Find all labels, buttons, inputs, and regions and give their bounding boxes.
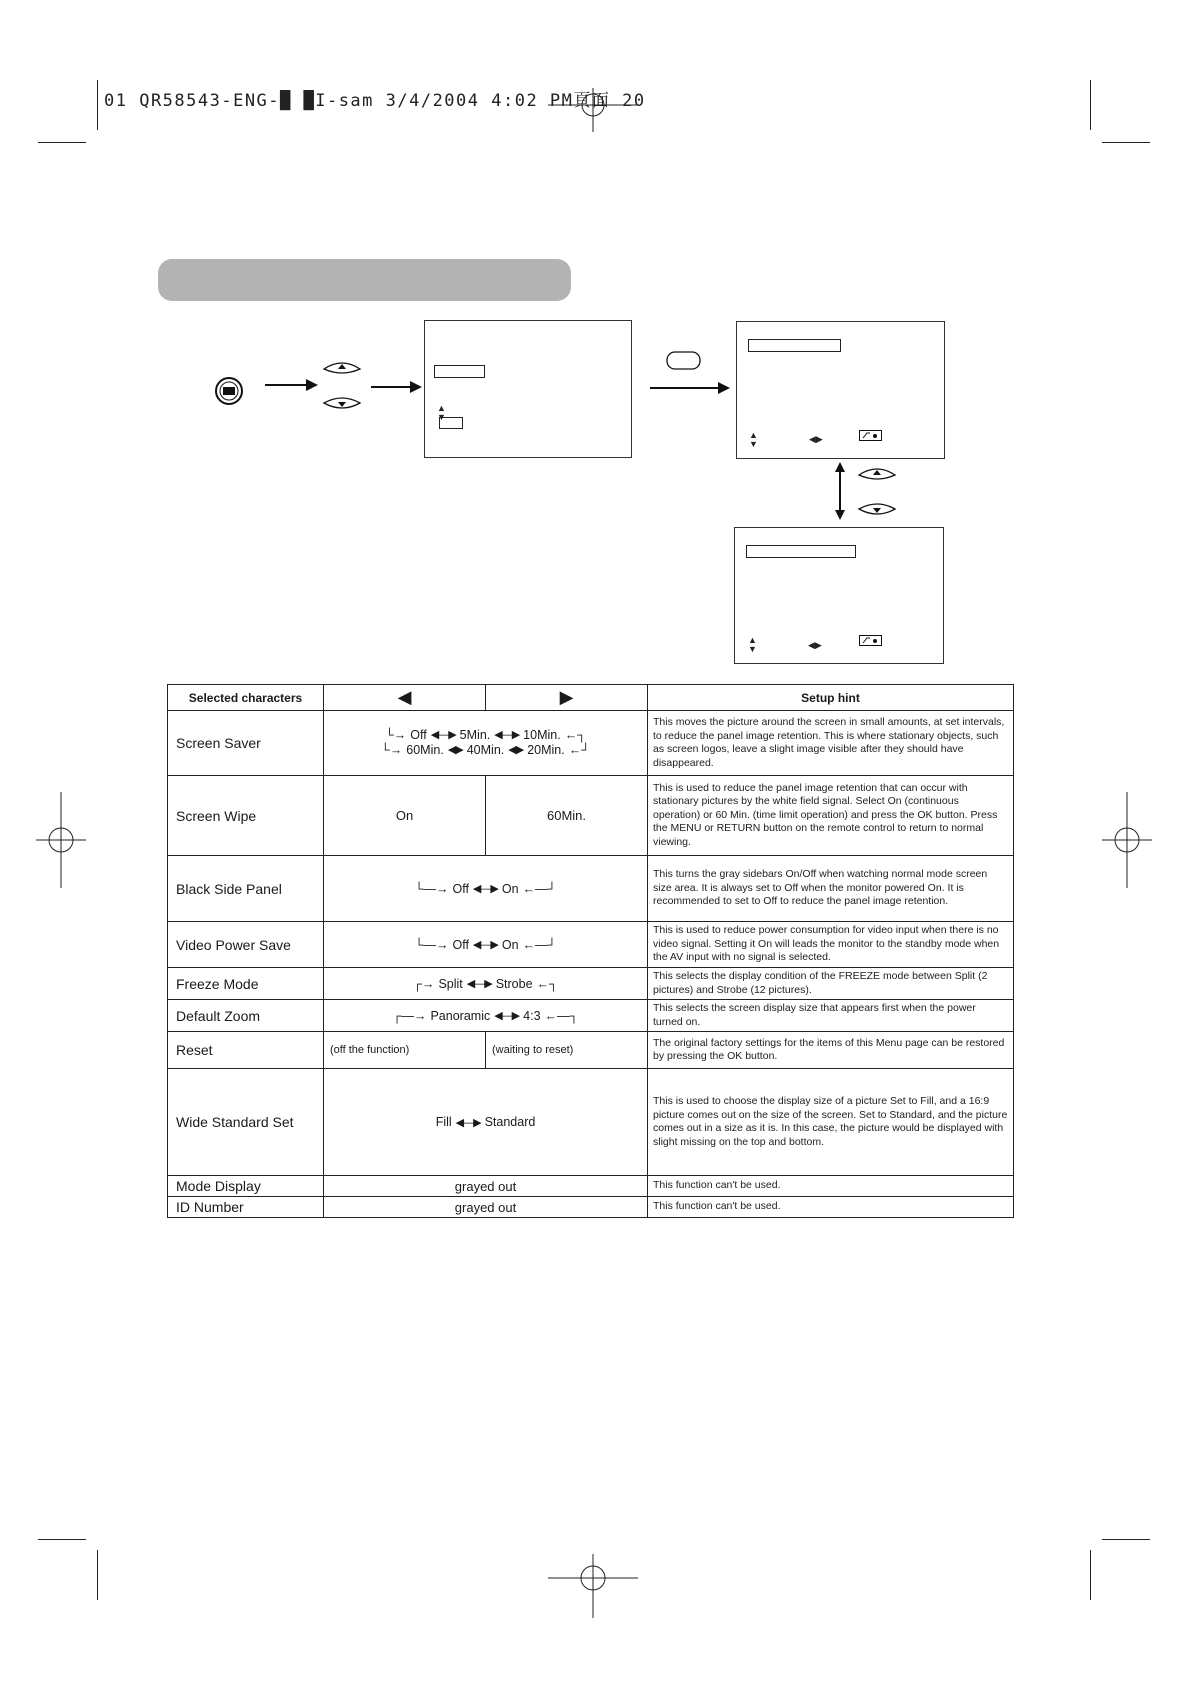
section-title-bar xyxy=(158,259,571,301)
cycle-option: 20Min. xyxy=(527,743,565,757)
cycle-option: Off xyxy=(410,728,427,742)
table-row xyxy=(168,1000,1014,1032)
value: grayed out xyxy=(324,1197,648,1218)
cycle-option: Off xyxy=(452,937,469,952)
cycle-option: Split xyxy=(438,976,463,991)
up-arrow-button-icon xyxy=(322,359,362,377)
header-setup-hint: Setup hint xyxy=(648,685,1014,711)
flow-arrow-head xyxy=(306,379,318,391)
table-row xyxy=(168,1069,1014,1176)
crop-mark xyxy=(97,80,98,130)
toggle-cycle: ┌→ Split ◀—▶ Strobe ←┐ xyxy=(324,968,648,1000)
cycle-option: Panoramic xyxy=(430,1008,491,1023)
setup-hint: The original factory settings for the items of this Menu page can be restored by pressing the OK button. xyxy=(648,1032,1014,1069)
header-left-arrow: ◀ xyxy=(324,685,486,711)
cycle-option: Strobe xyxy=(495,976,533,991)
up-down-icon: ▲ ▼ xyxy=(437,403,446,422)
crop-mark xyxy=(38,1539,86,1540)
cycle-line-1: └→ Off ◀—▶ 5Min. ◀—▶ 10Min. ←┐ xyxy=(384,728,587,742)
flow-arrow xyxy=(265,384,310,386)
setup-hint: This turns the gray sidebars On/Off when watching normal mode screen size area. It is always set to Off when the monitor powered On. It is recommended to set to Off to reduce the panel image retention. xyxy=(648,856,1014,922)
registration-mark-left xyxy=(36,792,86,888)
cycle-option: 5Min. xyxy=(459,728,491,742)
left-value: On xyxy=(324,776,486,856)
header-right-arrow: ▶ xyxy=(486,685,648,711)
row-label: Screen Wipe xyxy=(168,776,324,856)
table-row xyxy=(168,776,1014,856)
toggle-cycle: Fill ◀—▶ Standard xyxy=(324,1069,648,1176)
right-value: (waiting to reset) xyxy=(486,1032,648,1069)
row-label: ID Number xyxy=(168,1197,324,1218)
crop-mark xyxy=(1090,80,1091,130)
table-row xyxy=(168,968,1014,1000)
menu-highlight xyxy=(748,339,841,352)
menu-screen-page2 xyxy=(734,527,944,664)
menu-screen-main xyxy=(424,320,632,458)
ok-button-icon xyxy=(666,350,702,372)
up-down-icon: ▲ ▼ xyxy=(748,635,757,654)
row-label: Wide Standard Set xyxy=(168,1069,324,1176)
crop-mark xyxy=(1102,142,1150,143)
table-header-row xyxy=(168,685,1014,711)
menu-highlight-small xyxy=(439,417,463,429)
down-arrow-button-icon xyxy=(322,395,362,413)
row-label: Freeze Mode xyxy=(168,968,324,1000)
toggle-cycle: └—→ Off ◀—▶ On ←—┘ xyxy=(324,856,648,922)
table-row xyxy=(168,1197,1014,1218)
table-row xyxy=(168,856,1014,922)
up-arrow-button-icon xyxy=(857,465,897,483)
flow-arrow xyxy=(650,387,720,389)
setup-hint: This moves the picture around the screen in small amounts, at set intervals, to reduce the panel image retention. This is where stationary objects, such as screen logos, leave a slight image visible after they should have disappeared. xyxy=(648,711,1014,776)
cycle-option: 40Min. xyxy=(466,743,505,757)
setup-hint: This function can't be used. xyxy=(648,1197,1014,1218)
cycle-option: 60Min. xyxy=(406,743,444,757)
cycle-option: Off xyxy=(452,881,469,896)
cycle-option: On xyxy=(501,937,519,952)
table-row xyxy=(168,922,1014,968)
setup-hint: This is used to reduce the panel image retention that can occur with stationary pictures by the white field signal. Select On (continuous operation) or 60 Min. (time limit operation) and press the OK button. Press the MENU or RETURN button on the remote control to return to normal viewing. xyxy=(648,776,1014,856)
flow-arrow-head xyxy=(718,382,730,394)
screen-saver-cycle xyxy=(324,711,648,776)
crop-mark xyxy=(1090,1550,1091,1600)
registration-mark-top xyxy=(548,88,638,132)
table-row xyxy=(168,1176,1014,1197)
return-icon xyxy=(859,635,883,647)
page-switch-arrow xyxy=(832,462,848,520)
cycle-option: On xyxy=(501,881,519,896)
left-right-icon: ◀▶ xyxy=(809,434,823,444)
menu-button-icon xyxy=(213,376,245,406)
row-label: Reset xyxy=(168,1032,324,1069)
table-row xyxy=(168,711,1014,776)
return-icon xyxy=(859,430,883,442)
crop-mark xyxy=(1102,1539,1150,1540)
settings-table xyxy=(167,684,1014,1218)
left-value: (off the function) xyxy=(324,1032,486,1069)
row-label: Black Side Panel xyxy=(168,856,324,922)
setup-hint: This is used to choose the display size of a picture Set to Fill, and a 16:9 picture comes out on the size of the screen. Set to Standard, and the picture comes out in a size as it is. In this case, the picture would be displayed with slight missing on the top and bottom. xyxy=(648,1069,1014,1176)
cycle-line-2: └→ 60Min. ◀▶ 40Min. ◀▶ 20Min. ←┘ xyxy=(380,743,591,757)
setup-hint: This is used to reduce power consumption for video input when there is no video signal. Setting it On will leads the monitor to the standby mode when the AV input with no signal is selected. xyxy=(648,922,1014,968)
up-down-icon: ▲ ▼ xyxy=(749,430,758,449)
setup-hint: This selects the display condition of the FREEZE mode between Split (2 pictures) and Strobe (12 pictures). xyxy=(648,968,1014,1000)
header-selected-characters: Selected characters xyxy=(168,685,324,711)
flow-arrow xyxy=(371,386,412,388)
value: grayed out xyxy=(324,1176,648,1197)
crop-mark xyxy=(38,142,86,143)
cycle-option: 4:3 xyxy=(523,1008,541,1023)
setup-hint: This function can't be used. xyxy=(648,1176,1014,1197)
menu-screen-page1 xyxy=(736,321,945,459)
menu-highlight xyxy=(434,365,485,378)
row-label: Default Zoom xyxy=(168,1000,324,1032)
row-label: Video Power Save xyxy=(168,922,324,968)
flow-arrow-head xyxy=(410,381,422,393)
menu-highlight xyxy=(746,545,856,558)
row-label: Mode Display xyxy=(168,1176,324,1197)
toggle-cycle: └—→ Off ◀—▶ On ←—┘ xyxy=(324,922,648,968)
cycle-option: 10Min. xyxy=(523,728,561,742)
cycle-option: Standard xyxy=(484,1115,536,1129)
crop-mark xyxy=(97,1550,98,1600)
registration-mark-right xyxy=(1102,792,1152,888)
row-label: Screen Saver xyxy=(168,711,324,776)
down-arrow-button-icon xyxy=(857,501,897,519)
registration-mark-bottom xyxy=(548,1554,638,1618)
toggle-cycle: ┌—→ Panoramic ◀—▶ 4:3 ←—┐ xyxy=(324,1000,648,1032)
print-header: 01 QR58543-ENG-█ █I-sam 3/4/2004 4:02 PM頁面 20 xyxy=(104,91,646,111)
table-row xyxy=(168,1032,1014,1069)
setup-hint: This selects the screen display size that appears first when the power turned on. xyxy=(648,1000,1014,1032)
right-value: 60Min. xyxy=(486,776,648,856)
left-right-icon: ◀▶ xyxy=(808,640,822,650)
cycle-option: Fill xyxy=(435,1115,452,1129)
